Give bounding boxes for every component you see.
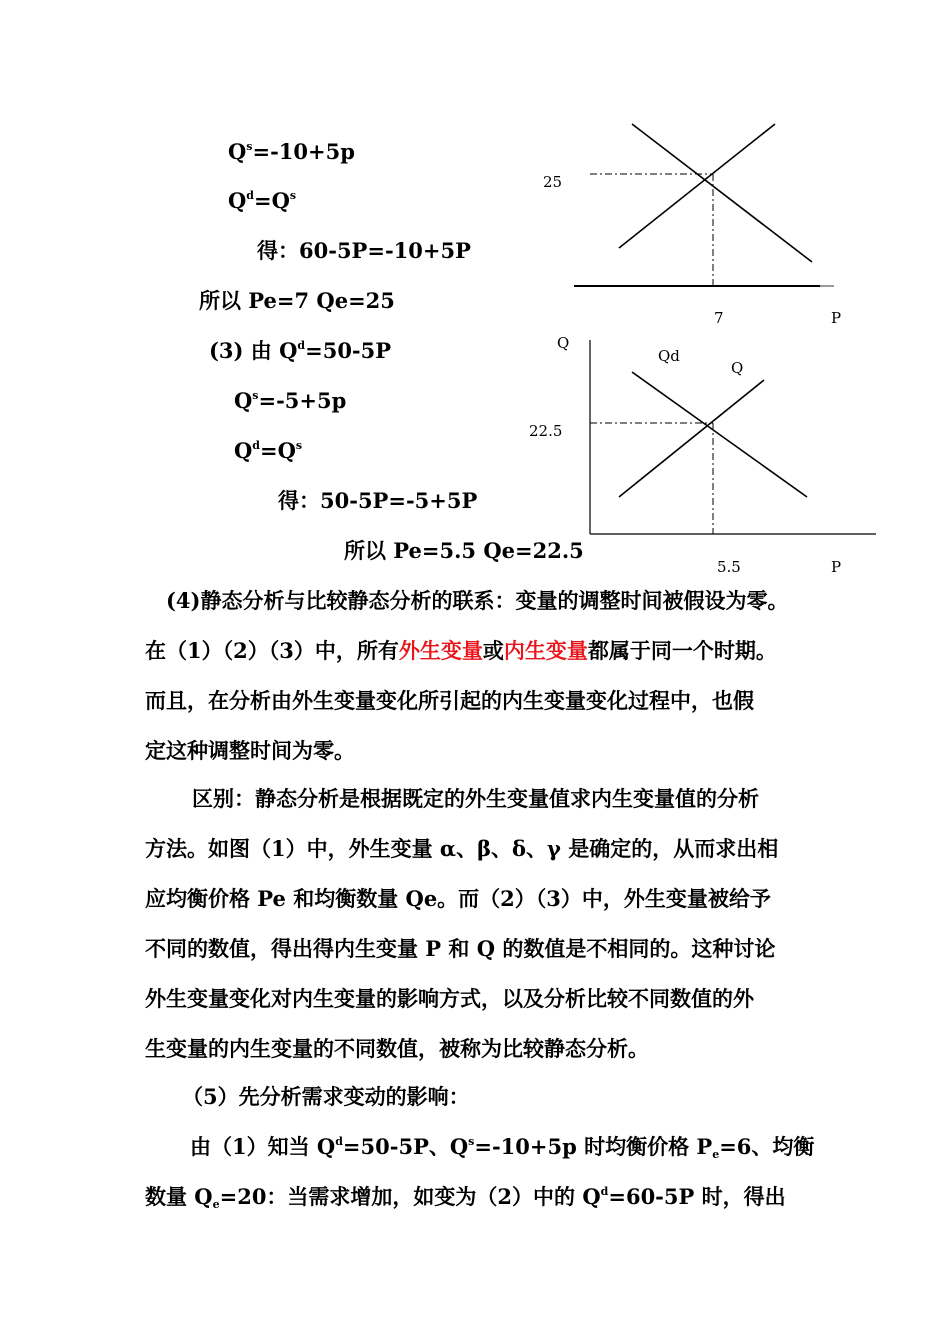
para5-line2: 数量 $Q_e=20$：当需求增加，如变为（2）中的 $Q^d=60-5P$ 时，得出 <box>145 1184 786 1211</box>
result-1: 所以 Pe=7 Qe=25 <box>199 288 395 313</box>
graph2-x-axis-label: P <box>831 558 842 576</box>
demand-equation-3: (3) 由 $Q^d=50-5P$ <box>209 338 392 363</box>
graph2-supply-label: Q <box>731 359 744 377</box>
diff-line4: 不同的数值，得出得内生变量 P 和 Q 的数值是不相同的。这种讨论 <box>145 936 776 961</box>
highlight-endogenous: 内生变量 <box>503 638 588 663</box>
para4-line1: (4)静态分析与比较静态分析的联系：变量的调整时间被假设为零。 <box>166 588 789 613</box>
graph1-x-axis-label: P <box>831 309 842 327</box>
supply-equation-1: $Q^s=-10+5p$ <box>228 139 355 164</box>
graph2-demand-line <box>632 372 807 497</box>
highlight-exogenous: 外生变量 <box>398 638 483 663</box>
para5-line1: 由（1）知当 $Q^d=50-5P$、$Q^s=-10+5p$ 时均衡价格 $P_e=6$、均衡 <box>190 1134 815 1161</box>
paragraph-relation <box>145 576 825 776</box>
para4-line3: 而且，在分析由外生变量变化所引起的内生变量变化过程中，也假 <box>145 688 754 713</box>
graph2-y-axis-label: Q <box>557 334 570 352</box>
graph1-demand-line <box>632 124 812 262</box>
equilibrium-condition-1: $Q^d=Q^s$ <box>228 188 297 213</box>
diff-line2: 方法。如图（1）中，外生变量 α、β、δ、γ 是确定的，从而求出相 <box>145 836 779 861</box>
diff-line3: 应均衡价格 Pe 和均衡数量 Qe。而（2）（3）中，外生变量被给予 <box>145 886 771 911</box>
graph-1 <box>543 124 841 327</box>
supply-equation-2: $Q^s=-5+5p$ <box>234 388 347 413</box>
solution-step-2: 得：50-5P=-5+5P <box>278 488 478 513</box>
paragraph-demand-change <box>145 1072 825 1222</box>
graph-2 <box>529 334 876 576</box>
para4-line4: 定这种调整时间为零。 <box>145 738 355 763</box>
paragraph-difference <box>145 774 825 1074</box>
result-2: 所以 Pe=5.5 Qe=22.5 <box>344 538 584 563</box>
graph1-supply-line <box>619 124 775 248</box>
diff-line6: 生变量的内生变量的不同数值，被称为比较静态分析。 <box>145 1036 649 1061</box>
diff-line5: 外生变量变化对内生变量的影响方式，以及分析比较不同数值的外 <box>145 986 754 1011</box>
equilibrium-condition-2: $Q^d=Q^s$ <box>234 438 303 463</box>
graph2-supply-line <box>619 380 764 497</box>
graph2-y-value: 22.5 <box>529 422 563 440</box>
para5-heading: （5）先分析需求变动的影响： <box>182 1084 470 1109</box>
graph2-x-value: 5.5 <box>717 558 741 576</box>
diff-line1: 区别：静态分析是根据既定的外生变量值求内生变量值的分析 <box>192 786 759 811</box>
para4-line2: 在（1）（2）（3）中，所有外生变量或内生变量都属于同一个时期。 <box>145 638 777 663</box>
graph1-y-value: 25 <box>543 173 563 191</box>
graph2-demand-label: Qd <box>658 347 680 365</box>
solution-step-1: 得：60-5P=-10+5P <box>257 238 471 263</box>
graph1-x-value: 7 <box>714 309 724 327</box>
supply-demand-graphs <box>0 0 950 600</box>
